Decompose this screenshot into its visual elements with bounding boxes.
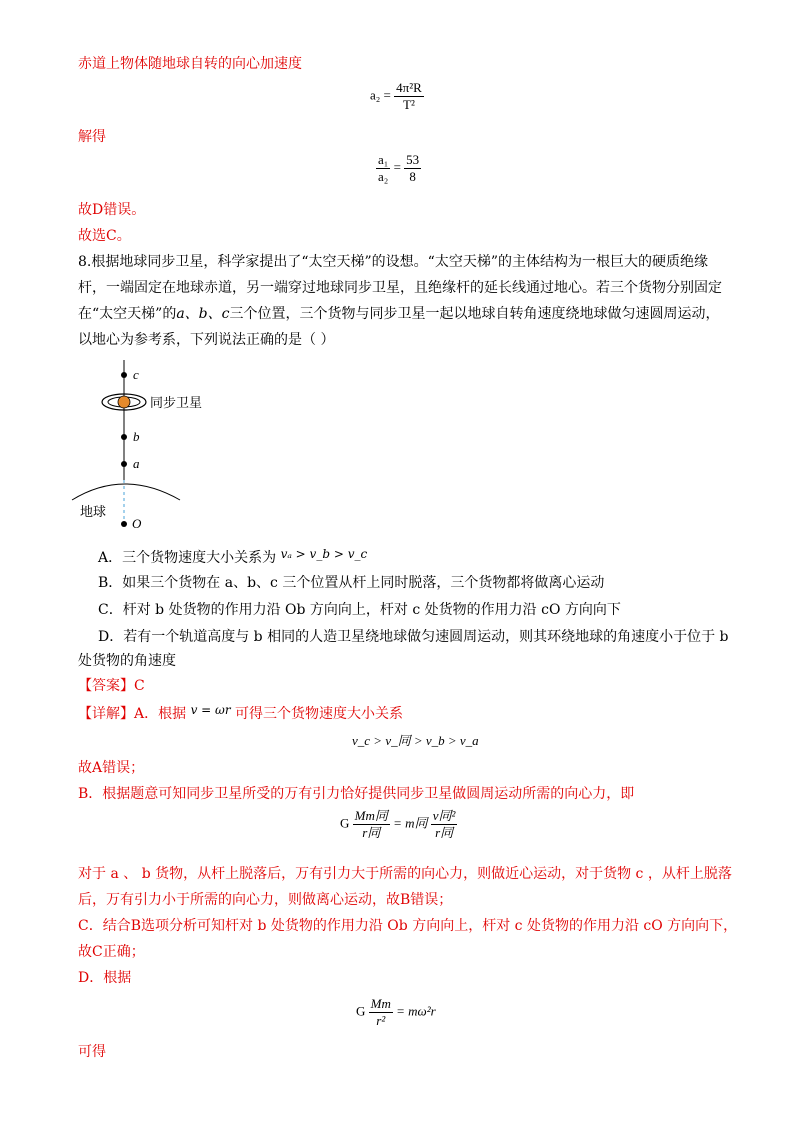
question-line3-post: 三个位置，三个货物与同步卫星一起以地球自转角速度绕地球做匀速圆周运动，	[229, 306, 720, 322]
gravity-eq: = m同	[393, 815, 428, 831]
ratio-lhs-den: a₂	[378, 169, 389, 184]
label-earth: 地球	[80, 504, 107, 519]
question-line-4: 以地心为参考系，下列说法正确的是（ ）	[78, 332, 335, 348]
formula-a2-frac	[394, 80, 424, 113]
formula-a2	[370, 80, 424, 113]
ratio-rhs-num: 53	[406, 152, 420, 167]
gravity-lhs-frac	[353, 808, 390, 841]
text-choose-c: 故选C。	[78, 228, 131, 244]
label-c: c	[133, 367, 139, 382]
detail-a-formula: v = ωr	[190, 703, 231, 717]
formula-a2-lhs: a₂ =	[370, 87, 391, 103]
satellite-body	[118, 396, 130, 408]
option-a-text: A．三个货物速度大小关系为	[98, 550, 277, 566]
d-formula-frac	[369, 996, 393, 1029]
text-line-centripetal: 赤道上物体随地球自转的向心加速度	[78, 56, 302, 72]
d-formula-num: Mm	[370, 996, 391, 1011]
option-a-formula: vₐ > v_b > v_c	[280, 547, 368, 561]
point-b	[121, 434, 127, 440]
label-o: O	[132, 516, 142, 531]
formula-a2-den: T²	[403, 97, 415, 112]
point-o	[121, 521, 127, 527]
option-d-line1: D．若有一个轨道高度与 b 相同的人造卫星绕地球做匀速圆周运动，则其环绕地球的角速度小于位于 b	[98, 629, 729, 645]
option-c: C．杆对 b 处货物的作用力沿 Ob 方向向上，杆对 c 处货物的作用力沿 cO 方向向下	[98, 602, 621, 618]
gravity-g: G	[340, 815, 350, 831]
gravity-lhs-den: r同	[362, 825, 381, 840]
ratio-lhs-num: a₁	[378, 152, 389, 167]
point-a	[121, 461, 127, 467]
earth-surface-arc	[72, 484, 180, 500]
text-b-expl-2: 后，万有引力小于所需的向心力，则做离心运动，故B错误；	[78, 892, 453, 908]
ratio-rhs	[404, 152, 421, 185]
text-b-expl-1: 对于 a 、 b 货物，从杆上脱落后，万有引力大于所需的向心力，则做近心运动，对于货物 c ，从杆上脱落	[78, 866, 732, 882]
option-d-line2: 处货物的角速度	[78, 653, 176, 669]
gravity-rhs-den: r同	[435, 825, 454, 840]
formula-ratio	[376, 152, 421, 185]
question-number: 8.	[78, 254, 92, 270]
ratio-eq: =	[393, 159, 405, 175]
text-b-line: B．根据题意可知同步卫星所受的万有引力恰好提供同步卫星做圆周运动所需的向心力，即	[78, 786, 635, 802]
detail-label: 【详解】	[78, 706, 134, 722]
d-formula-g: G	[356, 1003, 366, 1019]
detail-a-post: 可得三个货物速度大小关系	[235, 706, 404, 722]
question-line1-text: 根据地球同步卫星，科学家提出了“太空天梯”的设想。“太空天梯”的主体结构为一根巨大的硬质绝缘	[91, 254, 708, 270]
gravity-rhs-frac	[431, 808, 458, 841]
text-jiede: 解得	[78, 129, 106, 145]
detail-line-a	[78, 700, 403, 724]
detail-a-text: A．根据	[134, 706, 187, 722]
answer-label: 【答案】C	[78, 678, 145, 694]
gravity-rhs-num: v同²	[432, 808, 456, 823]
text-d-wrong: 故D错误。	[78, 202, 146, 218]
text-c-line-2: 故C正确；	[78, 944, 145, 960]
ratio-rhs-den: 8	[409, 169, 416, 184]
question-line-2: 杆，一端固定在地球赤道，另一端穿过地球同步卫星，且绝缘杆的延长线通过地心。若三个货物分别固定	[78, 280, 722, 296]
formula-a2-num: 4π²R	[396, 80, 422, 95]
gravity-lhs-num: Mm同	[354, 808, 388, 823]
option-a	[98, 544, 367, 568]
formula-d-gravity	[356, 996, 436, 1029]
option-b: B．如果三个货物在 a、b、c 三个位置从杆上同时脱落，三个货物都将做离心运动	[98, 575, 605, 591]
formula-speed-relation: v_c > v_同 > v_b > v_a	[352, 733, 479, 748]
label-satellite: 同步卫星	[150, 395, 203, 410]
d-formula-den: r²	[376, 1013, 386, 1028]
text-a-wrong: 故A错误；	[78, 760, 145, 776]
space-elevator-figure	[70, 360, 250, 540]
question-line3-pre: 在“太空天梯”的	[78, 306, 177, 322]
formula-gravity	[340, 808, 457, 841]
text-c-line-1: C．结合B选项分析可知杆对 b 处货物的作用力沿 Ob 方向向上，杆对 c 处货物的作用力沿 cO 方向向下，	[78, 918, 738, 934]
text-kede: 可得	[78, 1044, 106, 1060]
text-d-label: D．根据	[78, 970, 132, 986]
d-formula-rhs: = mω²r	[396, 1003, 436, 1019]
question-line-3	[78, 304, 719, 324]
label-b: b	[133, 429, 140, 444]
label-a: a	[133, 456, 140, 471]
question-line3-vars: a、b、c	[176, 306, 230, 322]
ratio-lhs	[376, 152, 390, 185]
question-line-1	[78, 252, 708, 272]
point-c	[121, 372, 127, 378]
